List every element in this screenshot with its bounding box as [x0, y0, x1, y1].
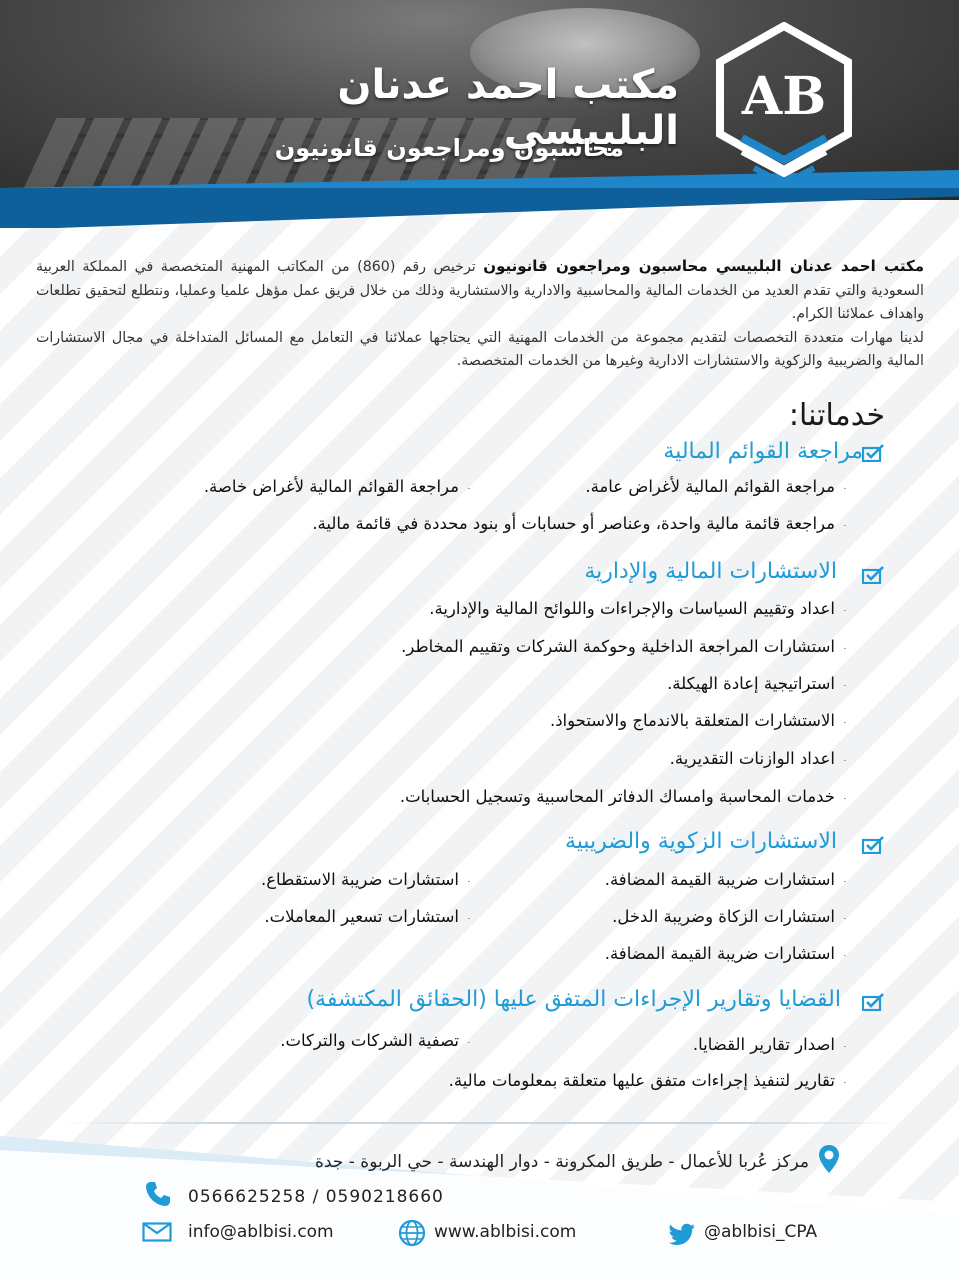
service-item-text: اصدار تقارير القضايا.: [692, 1035, 835, 1054]
service-item-text: استشارات ضريبة الاستقطاع.: [260, 870, 459, 889]
ab-logo: [714, 22, 854, 192]
service-item-text: استشارات المراجعة الداخلية وحوكمة الشركات وتقييم المخاطر.: [401, 637, 835, 656]
email-icon: [142, 1222, 172, 1242]
footer-website[interactable]: www.ablbisi.com: [434, 1222, 577, 1242]
intro-paragraph-2: لدينا مهارات متعددة التخصصات لتقديم مجموعة من الخدمات المهنية التي يحتاجها عملائنا في التعامل مع المسائل المتداخلة في مجال الاستشارات المالية والضريبية والزكوية والاستشارات الادارية وغيرها من الخدمات المتخصصة.: [36, 329, 924, 369]
service-item-text: مراجعة قائمة مالية واحدة، وعناصر أو حسابات أو بنود محددة في قائمة مالية.: [312, 514, 835, 533]
section-title-financial-consulting: الاستشارات المالية والإدارية: [584, 559, 837, 584]
service-item: [401, 637, 841, 656]
service-item: [280, 1031, 465, 1050]
service-item-text: مراجعة القوائم المالية لأغراض عامة.: [585, 477, 835, 496]
service-item-text: الاستشارات المتعلقة بالاندماج والاستحواذ.: [549, 711, 835, 730]
service-item-text: تقارير لتنفيذ إجراءات متفق عليها متعلقة بمعلومات مالية.: [448, 1071, 835, 1090]
service-item: [400, 787, 841, 806]
location-pin-icon: [818, 1144, 840, 1174]
service-item-text: استشارات ضريبة القيمة المضافة.: [604, 944, 835, 963]
checkbox-icon: [862, 993, 884, 1011]
footer-address: مركز عُربا للأعمال - طريق المكرونة - دوار الهندسة - حي الربوة - جدة: [315, 1152, 809, 1172]
service-item-text: اعداد وتقييم السياسات والإجراءات واللوائح المالية والإدارية.: [429, 599, 835, 618]
twitter-bird-icon: [668, 1223, 696, 1245]
office-subtitle: محاسبون ومراجعون قانونيون: [274, 134, 624, 162]
checkbox-icon: [862, 444, 884, 462]
intro-bold-lead: مكتب احمد عدنان البلبيسي محاسبون ومراجعون قانونيون: [483, 257, 924, 275]
services-title: خدماتنا:: [788, 398, 885, 433]
checkbox-icon: [862, 836, 884, 854]
service-item: [585, 477, 841, 496]
footer-twitter-handle[interactable]: @ablbisi_CPA: [704, 1222, 818, 1242]
phone-icon: [144, 1180, 172, 1208]
header-dark-blue-stripe: [0, 188, 959, 228]
service-item: [429, 599, 841, 618]
service-item: [312, 514, 841, 533]
service-item-text: استشارات الزكاة وضريبة الدخل.: [612, 907, 835, 926]
service-item: [605, 944, 841, 963]
footer-phones[interactable]: 0566625258 / 0590218660: [188, 1187, 444, 1207]
footer-divider: [60, 1122, 900, 1124]
service-item-text: اعداد الوازنات التقديرية.: [669, 749, 835, 768]
office-name-title: مكتب احمد عدنان البلبيسي: [337, 62, 679, 154]
logo-text: AB: [741, 66, 827, 127]
service-item: [550, 711, 841, 730]
service-item-text: استشارات ضريبة القيمة المضافة.: [604, 870, 835, 889]
service-item: [449, 1071, 841, 1090]
intro-text: [36, 255, 924, 374]
service-item: [667, 674, 841, 693]
section-title-financial-audit: مراجعة القوائم المالية: [663, 439, 863, 464]
section-title-zakat-tax: الاستشارات الزكوية والضريبية: [564, 829, 837, 854]
service-item-text: استراتيجية إعادة الهيكلة.: [667, 674, 835, 693]
service-item: [612, 907, 841, 926]
service-item-text: تصفية الشركات والتركات.: [280, 1031, 459, 1050]
service-item-text: مراجعة القوائم المالية لأغراض خاصة.: [203, 477, 459, 496]
service-item: [261, 870, 465, 889]
service-item-text: استشارات تسعير المعاملات.: [264, 907, 459, 926]
checkbox-icon: [862, 566, 884, 584]
section-title-cases-agreed-procedures: القضايا وتقارير الإجراءات المتفق عليها (الحقائق المكتشفة): [306, 987, 841, 1012]
service-item: [670, 749, 841, 768]
service-item: [264, 907, 465, 926]
service-item: [605, 870, 841, 889]
service-item: [204, 477, 465, 496]
service-item: [693, 1035, 841, 1054]
header-banner: [0, 0, 959, 228]
footer-email[interactable]: info@ablbisi.com: [188, 1222, 334, 1242]
globe-icon: [398, 1219, 426, 1247]
service-item-text: خدمات المحاسبة وامساك الدفاتر المحاسبية وتسجيل الحسابات.: [399, 787, 835, 806]
intro-paragraph-1-rest: ترخيص رقم (860) من المكاتب المهنية المتخصصة في المملكة العربية السعودية والتي تقدم العديد من الخدمات المالية والمحاسبية والادارية والاستشارية وذلك من خلال فريق عمل مؤهل علميا وعمليا، ونتطلع لتحقيق تطلعات واهداف عملائنا الكرام.: [36, 259, 924, 322]
intro-paragraph-1: [36, 255, 924, 327]
